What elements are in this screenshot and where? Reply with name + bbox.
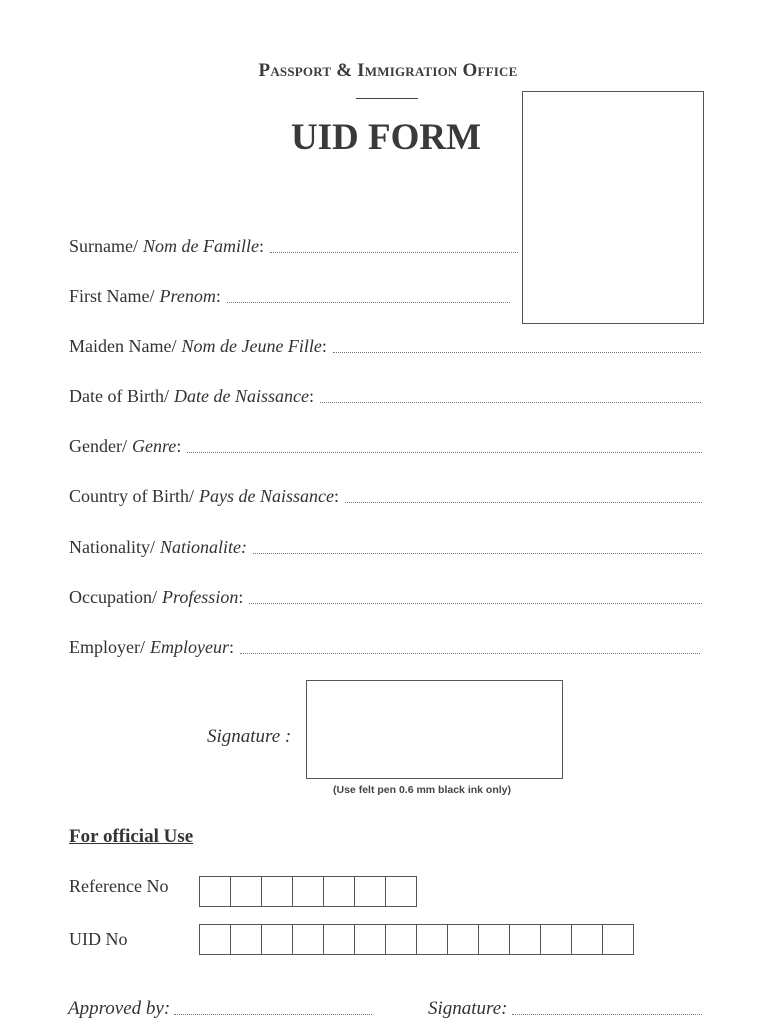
uid-no-cell[interactable] [293, 925, 324, 954]
uid-no-boxes[interactable] [199, 924, 634, 955]
footer-signature-field[interactable] [428, 994, 702, 1020]
field-colon: : [238, 587, 244, 607]
field-label-en: Gender/ [69, 436, 127, 456]
field-label-en: Surname/ [69, 236, 138, 256]
field-occupation[interactable] [69, 582, 702, 608]
uid-no-label: UID No [69, 929, 128, 949]
reference-no-cell[interactable] [231, 877, 262, 906]
field-label-fr: Employeur [149, 637, 229, 657]
uid-no-cell[interactable] [541, 925, 572, 954]
field-dotted-line[interactable] [253, 553, 702, 554]
reference-no-cell[interactable] [293, 877, 324, 906]
reference-no-label: Reference No [69, 876, 169, 896]
uid-no-cell[interactable] [479, 925, 510, 954]
field-first-name[interactable] [69, 281, 510, 307]
uid-no-cell[interactable] [417, 925, 448, 954]
field-surname[interactable] [69, 231, 518, 257]
signature-box[interactable] [306, 680, 563, 779]
office-divider [356, 98, 418, 99]
field-label-fr: Date de Naissance [173, 386, 309, 406]
field-colon: : [258, 236, 264, 256]
field-dotted-line[interactable] [333, 352, 701, 353]
photo-box[interactable] [522, 91, 704, 324]
field-colon: : [176, 436, 182, 456]
official-use-heading: For official Use [69, 826, 194, 847]
field-dotted-line[interactable] [270, 252, 518, 253]
field-label-en: Country of Birth/ [69, 486, 194, 506]
reference-no-boxes[interactable] [199, 876, 417, 907]
reference-no-cell[interactable] [200, 877, 231, 906]
form-title: UID FORM [290, 117, 482, 158]
uid-no-cell[interactable] [355, 925, 386, 954]
uid-no-cell[interactable] [262, 925, 293, 954]
field-label-en: Maiden Name/ [69, 336, 177, 356]
approved-by-dotted-line[interactable] [174, 1014, 372, 1015]
field-label-en: Nationality/ [69, 537, 155, 557]
reference-no-cell[interactable] [355, 877, 386, 906]
reference-no-cell[interactable] [324, 877, 355, 906]
field-label-fr: Nationalite: [159, 537, 247, 557]
field-label-fr: Pays de Naissance [199, 486, 334, 506]
field-dotted-line[interactable] [345, 502, 702, 503]
uid-no-cell[interactable] [200, 925, 231, 954]
uid-no-cell[interactable] [324, 925, 355, 954]
field-dotted-line[interactable] [320, 402, 701, 403]
footer-signature-label: Signature: [428, 998, 508, 1019]
field-employer[interactable] [69, 632, 700, 658]
field-label-en: Employer/ [69, 637, 145, 657]
field-dotted-line[interactable] [249, 603, 702, 604]
field-label-en: Occupation/ [69, 587, 157, 607]
reference-no-cell[interactable] [262, 877, 293, 906]
field-colon: : [215, 286, 221, 306]
field-label-fr: Genre [131, 436, 177, 456]
field-colon: : [228, 637, 234, 657]
field-label-fr: Profession [161, 587, 239, 607]
field-dotted-line[interactable] [187, 452, 702, 453]
field-colon: : [321, 336, 327, 356]
signature-note: (Use felt pen 0.6 mm black ink only) [333, 784, 511, 796]
field-colon: : [333, 486, 339, 506]
field-label-fr: Nom de Jeune Fille [181, 336, 322, 356]
field-country-of-birth[interactable] [69, 481, 702, 507]
uid-no-cell[interactable] [231, 925, 262, 954]
footer-signature-dotted-line[interactable] [512, 1014, 702, 1015]
uid-no-cell[interactable] [510, 925, 541, 954]
approved-by-label: Approved by: [68, 998, 171, 1019]
field-gender[interactable] [69, 431, 702, 457]
reference-no-cell[interactable] [386, 877, 417, 906]
field-label-fr: Nom de Famille [143, 236, 259, 256]
office-name: Passport & Immigration Office [258, 60, 518, 81]
field-dotted-line[interactable] [227, 302, 510, 303]
uid-no-cell[interactable] [448, 925, 479, 954]
approved-by-field[interactable] [68, 994, 372, 1020]
field-label-en: First Name/ [69, 286, 155, 306]
uid-no-cell[interactable] [572, 925, 603, 954]
signature-label: Signature : [207, 726, 292, 747]
field-label-fr: Prenom [159, 286, 216, 306]
field-date-of-birth[interactable] [69, 381, 701, 407]
field-colon: : [308, 386, 314, 406]
field-maiden-name[interactable] [69, 331, 701, 357]
field-nationality[interactable] [69, 532, 702, 558]
field-dotted-line[interactable] [240, 653, 700, 654]
field-label-en: Date of Birth/ [69, 386, 169, 406]
uid-no-cell[interactable] [386, 925, 417, 954]
uid-no-cell[interactable] [603, 925, 634, 954]
